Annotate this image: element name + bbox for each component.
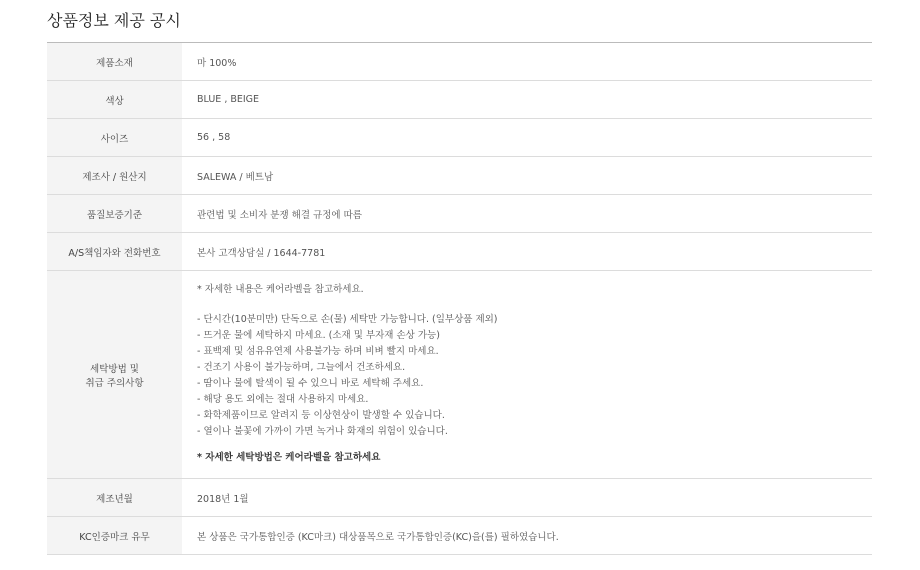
page-title: 상품정보 제공 공시 (47, 11, 181, 30)
row-label-kc-mark: KC인증마크 유무 (47, 517, 182, 555)
list-item: - 표백제 및 섬유유연제 사용불가능 하며 비벼 빨지 마세요. (197, 346, 439, 357)
row-value-color: BLUE , BEIGE (182, 81, 872, 119)
table-row (47, 479, 872, 517)
list-item: - 단시간(10분미만) 단독으로 손(물) 세탁만 가능합니다. (일부상품 제외) (197, 314, 498, 325)
row-label-maker-origin: 제조사 / 원산지 (47, 157, 182, 195)
care-intro: * 자세한 내용은 케어라벨을 참고하세요. (197, 284, 364, 295)
row-value-kc-mark: 본 상품은 국가통합인증 (KC마크) 대상품목으로 국가통합인증(KC)을(를) 필하였습니다. (182, 517, 872, 555)
product-info-table (47, 42, 872, 555)
care-footer-note: * 자세한 세탁방법은 케어라벨을 참고하세요 (197, 452, 381, 463)
table-row (47, 119, 872, 157)
row-value-size: 56 , 58 (182, 119, 872, 157)
table-row (47, 157, 872, 195)
row-value-manufacture-date: 2018년 1월 (182, 479, 872, 517)
list-item: - 화학제품이므로 알려지 등 이상현상이 발생할 수 있습니다. (197, 410, 445, 421)
row-label-size: 사이즈 (47, 119, 182, 157)
row-value-quality-standard: 관련법 및 소비자 분쟁 해결 규정에 따름 (182, 195, 872, 233)
table-row (47, 517, 872, 555)
list-item: - 건조기 사용이 불가능하며, 그늘에서 건조하세요. (197, 362, 406, 373)
row-value-care (182, 271, 872, 479)
row-label-color: 색상 (47, 81, 182, 119)
table-row-care (47, 271, 872, 479)
table-row (47, 195, 872, 233)
row-value-material: 마 100% (182, 43, 872, 81)
list-item: - 열이나 불꽃에 가까이 가면 녹거나 화재의 위험이 있습니다. (197, 426, 448, 437)
row-label-manufacture-date: 제조년월 (47, 479, 182, 517)
table-row (47, 81, 872, 119)
care-label-line1: 세탁방법 및 (90, 363, 139, 375)
row-label-quality-standard: 품질보증기준 (47, 195, 182, 233)
list-item: - 땀이나 물에 탈색이 될 수 있으니 바로 세탁해 주세요. (197, 378, 424, 389)
row-value-maker-origin: SALEWA / 베트남 (182, 157, 872, 195)
care-label-line2: 취급 주의사항 (85, 377, 144, 389)
table-row (47, 43, 872, 81)
list-item: - 해당 용도 외에는 절대 사용하지 마세요. (197, 394, 369, 405)
row-label-as-contact: A/S책임자와 전화번호 (47, 233, 182, 271)
row-label-material: 제품소재 (47, 43, 182, 81)
table-row (47, 233, 872, 271)
care-instructions-list (197, 312, 872, 440)
row-value-as-contact: 본사 고객상담실 / 1644-7781 (182, 233, 872, 271)
list-item: - 뜨거운 물에 세탁하지 마세요. (소재 및 부자재 손상 가능) (197, 330, 440, 341)
row-label-care (47, 271, 182, 479)
